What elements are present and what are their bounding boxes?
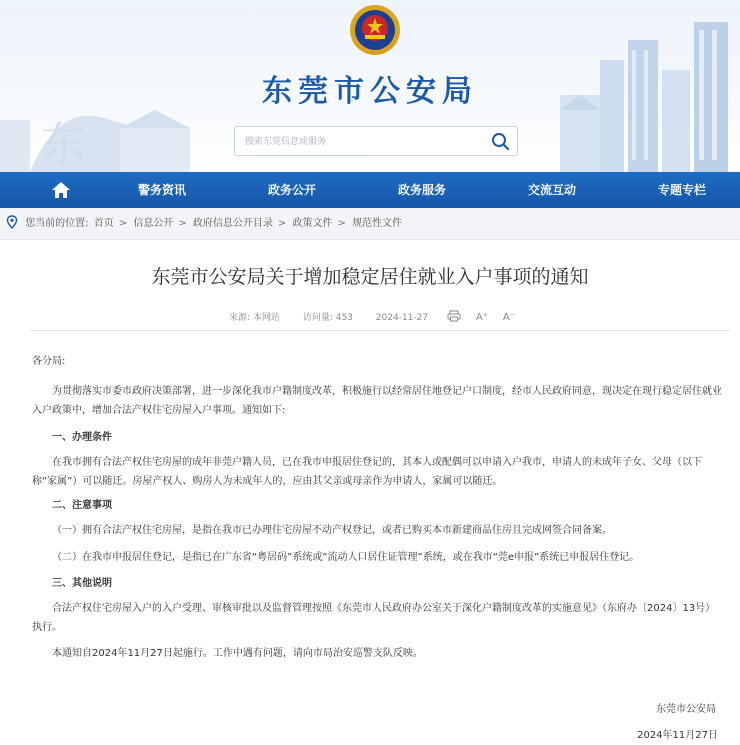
search-box <box>234 126 518 156</box>
breadcrumb <box>0 208 740 240</box>
views-label: 访问量: <box>302 313 333 323</box>
section-3-body: 合法产权住宅房屋入户的入户受理、审核审批以及监督管理按照《东莞市人民政府办公室关于深化户籍制度改革的实施意见》（东府办〔2024〕13号）执行。 <box>32 603 716 633</box>
nav-item-police-news[interactable]: 警务资讯 <box>138 183 187 197</box>
section-2-item-2: （二）在我市申报居住登记，是指已在广东省“粤居码”系统或“流动人口居住证管理”系统，或在我市“莞e申报”系统已申报居住登记。 <box>52 552 640 563</box>
article-date: 2024-11-27 <box>375 313 429 323</box>
article-title: 东莞市公安局关于增加稳定居住就业入户事项的通知 <box>151 266 589 288</box>
breadcrumb-separator: > <box>277 218 287 229</box>
signature-organization: 东莞市公安局 <box>656 704 716 715</box>
article-source <box>229 313 280 323</box>
breadcrumb-gov-info-catalog[interactable]: 政府信息公开目录 <box>192 218 273 229</box>
home-icon[interactable] <box>50 180 72 200</box>
breadcrumb-policy-docs[interactable]: 政策文件 <box>292 218 333 229</box>
font-increase-button[interactable]: A⁺ <box>475 312 488 323</box>
nav-item-gov-service[interactable]: 政务服务 <box>398 183 447 197</box>
section-1-heading: 一、办理条件 <box>52 432 112 443</box>
article-views <box>303 313 353 323</box>
section-1-body: 在我市拥有合法产权住宅房屋的成年非莞户籍人员，已在我市申报居住登记的，其本人或配偶可以申请入户我市，申请人的未成年子女、父母（以下称“家属”）可以随迁。房屋产权人、购房人为未成年人的，应由其父亲或母亲作为申请人，家属可以随迁。 <box>32 457 702 487</box>
print-icon[interactable] <box>447 310 461 322</box>
search-icon[interactable] <box>489 130 513 154</box>
source-label: 来源: <box>229 313 251 323</box>
breadcrumb-separator: > <box>178 218 187 229</box>
effective-date-paragraph: 本通知自2024年11月27日起施行。工作中遇有问题，请向市局治安巡警支队反映。 <box>52 648 423 659</box>
views-value: 453 <box>335 313 353 323</box>
section-3-heading: 三、其他说明 <box>52 578 112 589</box>
intro-paragraph: 为贯彻落实市委市政府决策部署，进一步深化我市户籍制度改革，积极施行以经常居住地登记户口制度，经市人民政府同意，现决定在现行稳定居住就业入户政策中，增加合法产权住宅房屋入户事项。通知如下: <box>32 386 722 416</box>
search-input[interactable] <box>245 133 485 151</box>
svg-text:东: 东 <box>40 117 86 171</box>
breadcrumb-info-open[interactable]: 信息公开 <box>133 218 174 229</box>
breadcrumb-home[interactable]: 首页 <box>93 218 114 229</box>
breadcrumb-normative-docs[interactable]: 规范性文件 <box>352 218 403 229</box>
greeting: 各分局: <box>32 356 66 367</box>
section-2-item-1: （一）拥有合法产权住宅房屋，是指在我市已办理住宅房屋不动产权登记，或者已购买本市新建商品住房且完成网签合同备案。 <box>52 525 612 536</box>
breadcrumb-prefix: 您当前的位置: <box>25 218 89 229</box>
article-meta <box>0 310 740 323</box>
site-header <box>0 0 740 172</box>
main-nav <box>0 172 740 208</box>
breadcrumb-separator: > <box>118 218 128 229</box>
site-title: 东莞市公安局 <box>262 74 478 109</box>
nav-item-interaction[interactable]: 交流互动 <box>528 183 577 197</box>
breadcrumb-separator: > <box>337 218 346 229</box>
location-pin-icon <box>6 215 18 229</box>
police-emblem-logo <box>346 2 404 62</box>
section-2-heading: 二、注意事项 <box>52 500 112 511</box>
nav-item-special-topics[interactable]: 专题专栏 <box>658 183 707 197</box>
font-decrease-button[interactable]: A⁻ <box>502 312 515 323</box>
title-divider <box>30 330 730 331</box>
nav-item-gov-open[interactable]: 政务公开 <box>268 183 317 197</box>
signature-date: 2024年11月27日 <box>637 730 718 741</box>
source-value: 本网站 <box>252 313 280 323</box>
